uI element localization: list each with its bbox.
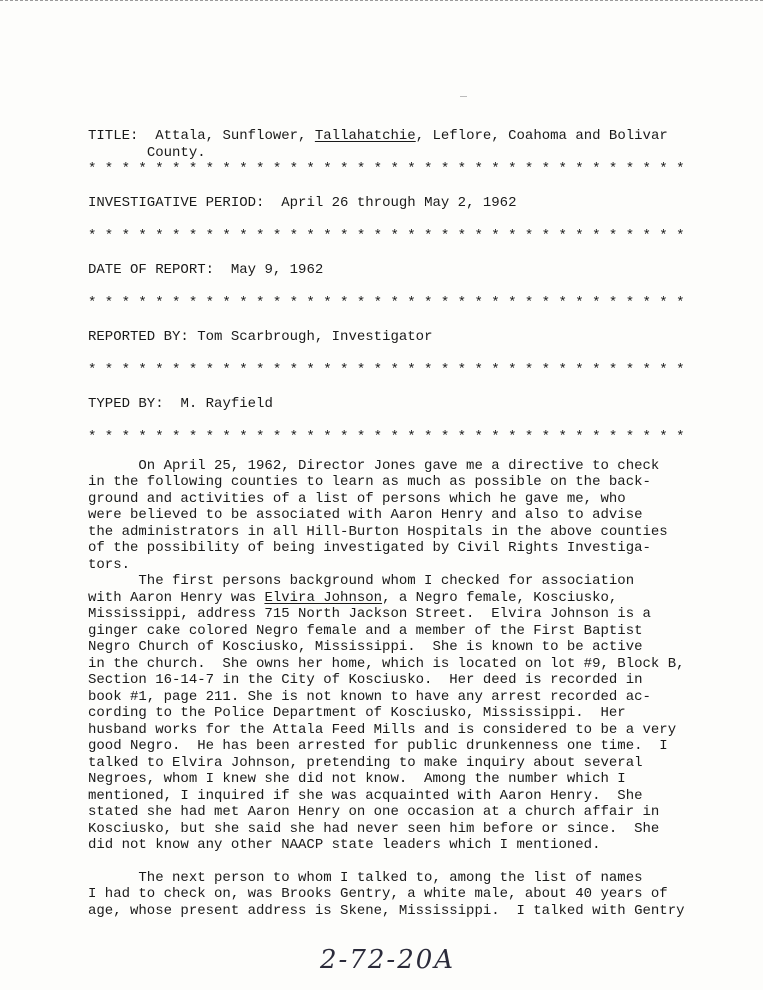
- paragraph-2-line-10: talked to Elvira Johnson, pretending to make inquiry about several: [88, 754, 643, 771]
- title-underlined-county: Tallahatchie: [314, 128, 416, 144]
- paragraph-2-line-15: did not know any other NAACP state leaders which I mentioned.: [88, 837, 601, 853]
- paragraph-2-line-2: [88, 590, 728, 607]
- paragraph-3-line-1: The next person to whom I talked to, among the list of names: [88, 869, 643, 886]
- paragraph-2-line-13: stated she had met Aaron Henry on one occasion at a church affair in: [88, 804, 660, 820]
- paragraph-2-line-7: cording to the Police Department of Kosciusko, Mississippi. Her: [88, 705, 626, 721]
- reported-value: Tom Scarbrough, Investigator: [197, 328, 433, 345]
- report-page: [88, 128, 728, 919]
- title-row-2: [88, 145, 728, 162]
- typed-row: [88, 396, 728, 413]
- page-top-edge: [0, 0, 763, 8]
- paragraph-1-line-7: tors.: [88, 556, 131, 573]
- paragraph-1-line-6: of the possibility of being investigated by Civil Rights Investiga-: [88, 540, 651, 556]
- star-separator-2: * * * * * * * * * * * * * * * * * * * * * * * * * * * * * * * * * * * *: [88, 228, 685, 244]
- paragraph-2-line-12: mentioned, I inquired if she was acquainted with Aaron Henry. She: [88, 787, 643, 804]
- paragraph-2-line-1: The first persons background whom I checked for association: [88, 573, 635, 589]
- paragraph-2-line-14: Kosciusko, but she said she had never seen him before or since. She: [88, 820, 660, 837]
- period-label: INVESTIGATIVE PERIOD:: [88, 194, 265, 211]
- paragraph-2-line-8: husband works for the Attala Feed Mills and is considered to be a very: [88, 721, 677, 738]
- handwritten-document-number: 2-72-20A: [320, 945, 456, 975]
- star-separator-1: * * * * * * * * * * * * * * * * * * * * * * * * * * * * * * * * * * * *: [88, 161, 685, 177]
- paragraph-1-line-3: ground and activities of a list of persons which he gave me, who: [88, 490, 626, 507]
- scan-mark: [460, 96, 467, 97]
- star-separator-4: * * * * * * * * * * * * * * * * * * * * * * * * * * * * * * * * * * * *: [88, 362, 685, 378]
- paragraph-2-line-6: book #1, page 211. She is not known to have any arrest recorded ac-: [88, 688, 651, 705]
- paragraph-1-line-5: the administrators in all Hill-Burton Hospitals in the above counties: [88, 523, 668, 540]
- paragraph-2-line-5: Section 16-14-7 in the City of Kosciusko. Her deed is recorded in: [88, 672, 643, 688]
- paragraph-2-line-1: Mississippi, address 715 North Jackson Street. Elvira Johnson is a: [88, 606, 651, 622]
- paragraph-1: [88, 458, 728, 574]
- report-body: [88, 458, 728, 920]
- title-text-pre: Attala, Sunflower,: [155, 128, 315, 144]
- typed-label: TYPED BY:: [88, 395, 164, 412]
- star-separator-5: * * * * * * * * * * * * * * * * * * * * * * * * * * * * * * * * * * * *: [88, 429, 685, 445]
- title-label: TITLE:: [88, 128, 139, 144]
- paragraph-2-line-3: Negro Church of Kosciusko, Mississippi. She is known to be active: [88, 639, 643, 655]
- paragraph-3: [88, 870, 728, 920]
- star-separator-3: * * * * * * * * * * * * * * * * * * * * * * * * * * * * * * * * * * * *: [88, 295, 685, 311]
- paragraph-2-line-4: in the church. She owns her home, which is located on lot #9, Block B,: [88, 655, 685, 672]
- typed-value: M. Rayfield: [180, 395, 273, 412]
- paragraph-1-line-4: were believed to be associated with Aaron Henry and also to advise: [88, 507, 643, 523]
- period-row: [88, 195, 728, 212]
- title-line-2: County.: [146, 144, 206, 161]
- paragraph-3-line-2: I had to check on, was Brooks Gentry, a white male, about 40 years of: [88, 886, 668, 902]
- period-value: April 26 through May 2, 1962: [281, 194, 517, 211]
- date-value: May 9, 1962: [230, 261, 324, 278]
- reported-row: [88, 329, 728, 346]
- title-text-post: , Leflore, Coahoma and Bolivar: [415, 128, 668, 144]
- p2-text-post: , a Negro female, Kosciusko,: [382, 589, 618, 606]
- date-label: DATE OF REPORT:: [88, 261, 215, 278]
- underlined-name: Elvira Johnson: [264, 589, 383, 606]
- paragraph-2-line-9: good Negro. He has been arrested for public drunkenness one time. I: [88, 738, 668, 754]
- p2-text-pre: with Aaron Henry was: [88, 589, 265, 606]
- paragraph-3-line-3: age, whose present address is Skene, Mississippi. I talked with Gentry: [88, 902, 685, 919]
- paragraph-2-line-2: ginger cake colored Negro female and a member of the First Baptist: [88, 622, 643, 639]
- date-row: [88, 262, 728, 279]
- paragraph-2-rest: [88, 606, 728, 854]
- paragraph-1-line-1: On April 25, 1962, Director Jones gave me a directive to check: [88, 457, 660, 474]
- paragraph-2-line-11: Negroes, whom I knew she did not know. Among the number which I: [88, 771, 626, 787]
- paragraph-1-line-2: in the following counties to learn as much as possible on the back-: [88, 474, 651, 490]
- reported-label: REPORTED BY:: [88, 328, 189, 345]
- title-row: [88, 128, 728, 145]
